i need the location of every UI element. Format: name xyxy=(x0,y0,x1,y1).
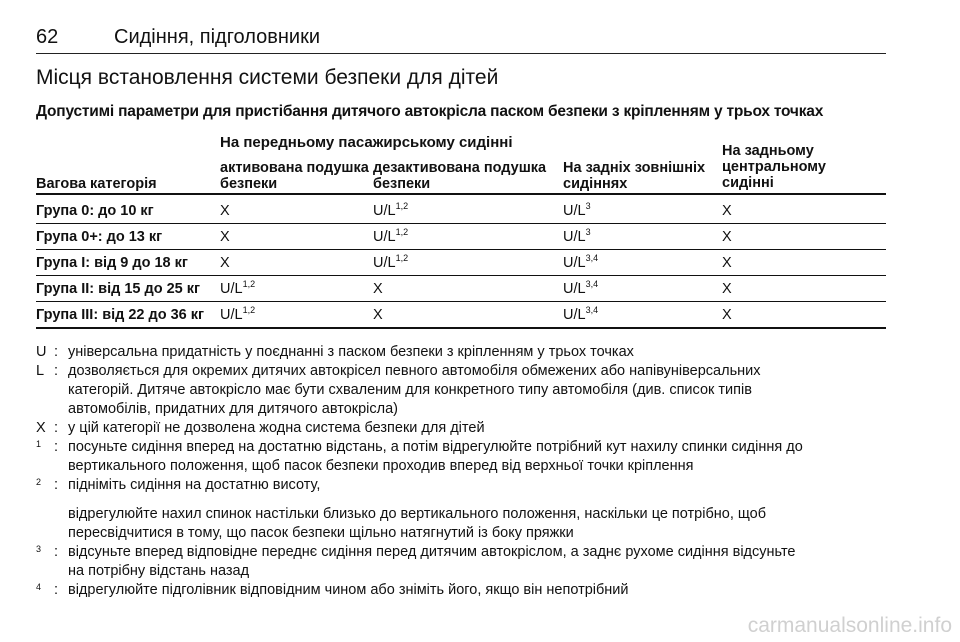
note-text: категорій. Дитяче автокрісло має бути схваленим для конкретного типу автомобіля (див. список типів xyxy=(68,382,752,398)
col-header-rear-center: На задньому центральному сидінні xyxy=(722,143,826,191)
cell-rear-outer-footnote: 3,4 xyxy=(585,253,599,263)
col-header-airbag-on: активована подушка безпеки xyxy=(220,160,369,192)
cell-weight-group xyxy=(36,281,200,297)
note-colon: : xyxy=(54,582,59,598)
cell-airbag-off-footnote: 1,2 xyxy=(395,227,409,237)
cell-airbag-on xyxy=(220,281,255,297)
note-colon: : xyxy=(54,420,59,436)
front-seat-group-header: На передньому пасажирському сидінні xyxy=(220,134,513,151)
page-header xyxy=(36,26,886,54)
note-key: U xyxy=(36,344,47,360)
legend-notes xyxy=(36,343,886,600)
cell-airbag-on-footnote: 1,2 xyxy=(242,305,256,315)
note-text: дозволяється для окремих дитячих автокрісел певного автомобіля обмежених або напівуніверсальних xyxy=(68,363,761,379)
cell-airbag-on-value: X xyxy=(220,203,230,219)
cell-weight-group xyxy=(36,255,188,271)
note-key: 2 xyxy=(36,477,42,487)
note-x xyxy=(36,419,886,438)
note-text: відрегулюйте нахил спинок настільки близько до вертикального положення, наскільки це потрібно, щоб xyxy=(68,506,767,522)
cell-airbag-off xyxy=(373,255,408,271)
cell-airbag-on xyxy=(220,255,230,271)
cell-rear-center-value: X xyxy=(722,307,732,323)
cell-weight-group-value: Група II: від 15 до 25 кг xyxy=(36,281,201,297)
cell-weight-group-value: Група 0: до 10 кг xyxy=(36,203,154,219)
note-colon: : xyxy=(54,344,59,360)
cell-airbag-off-value: X xyxy=(373,307,383,323)
cell-airbag-off-value: U/L xyxy=(373,255,396,271)
cell-rear-center xyxy=(722,255,732,271)
note-u xyxy=(36,343,886,362)
col-header-rear-outer: На задніх зовнішніх сидіннях xyxy=(563,160,706,192)
cell-rear-outer xyxy=(563,229,591,245)
cell-airbag-off-footnote: 1,2 xyxy=(395,253,409,263)
col-header-weight: Вагова категорія xyxy=(36,176,157,192)
cell-weight-group-value: Група 0+: до 13 кг xyxy=(36,229,163,245)
cell-rear-outer xyxy=(563,255,598,271)
note-text: підніміть сидіння на достатню висоту, xyxy=(68,477,321,493)
cell-airbag-off xyxy=(373,203,408,219)
note-colon: : xyxy=(54,363,59,379)
cell-airbag-on xyxy=(220,203,230,219)
note-colon: : xyxy=(54,544,59,560)
row-divider xyxy=(36,301,886,302)
note-key: 1 xyxy=(36,439,42,449)
cell-airbag-off xyxy=(373,229,408,245)
note-key: 4 xyxy=(36,582,42,592)
note-l xyxy=(36,362,886,419)
cell-rear-center xyxy=(722,281,732,297)
page-number: 62 xyxy=(36,26,59,48)
note-text: автомобілів, придатних для дитячого автокрісла) xyxy=(68,401,399,417)
note-text: універсальна придатність у поєднанні з паском безпеки з кріпленням у трьох точках xyxy=(68,344,634,360)
cell-rear-center-value: X xyxy=(722,229,732,245)
cell-airbag-on-value: U/L xyxy=(220,307,243,323)
section-title: Місця встановлення системи безпеки для дітей xyxy=(36,66,499,89)
cell-rear-outer xyxy=(563,307,598,323)
note-text: у цій категорії не дозволена жодна система безпеки для дітей xyxy=(68,420,485,436)
cell-airbag-on xyxy=(220,307,255,323)
cell-rear-outer-footnote: 3 xyxy=(585,201,591,211)
cell-weight-group xyxy=(36,203,154,219)
cell-airbag-off-value: U/L xyxy=(373,229,396,245)
cell-rear-outer xyxy=(563,281,598,297)
note-4 xyxy=(36,581,886,600)
note-text: на потрібну відстань назад xyxy=(68,563,250,579)
note-key: X xyxy=(36,420,46,436)
note-colon: : xyxy=(54,439,59,455)
cell-airbag-on-value: U/L xyxy=(220,281,243,297)
row-divider xyxy=(36,223,886,224)
note-text: вертикального положення, щоб пасок безпеки проходив вперед від верхньої точки кріплення xyxy=(68,458,694,474)
cell-weight-group-value: Група III: від 22 до 36 кг xyxy=(36,307,205,323)
cell-rear-outer-value: U/L xyxy=(563,307,586,323)
cell-weight-group xyxy=(36,229,162,245)
cell-weight-group-value: Група I: від 9 до 18 кг xyxy=(36,255,188,271)
cell-rear-outer-footnote: 3,4 xyxy=(585,279,599,289)
note-2 xyxy=(36,476,886,543)
cell-airbag-on xyxy=(220,229,230,245)
cell-airbag-on-value: X xyxy=(220,229,230,245)
cell-rear-outer-value: U/L xyxy=(563,255,586,271)
cell-airbag-off xyxy=(373,307,383,323)
note-key: L xyxy=(36,363,45,379)
cell-rear-center-value: X xyxy=(722,203,732,219)
note-text: пересвідчитися в тому, що пасок безпеки щільно натягнутий із боку пряжки xyxy=(68,525,574,541)
note-3 xyxy=(36,543,886,581)
cell-airbag-off-footnote: 1,2 xyxy=(395,201,409,211)
watermark: carmanualsonline.info xyxy=(747,614,952,637)
note-key: 3 xyxy=(36,544,42,554)
cell-rear-center-value: X xyxy=(722,255,732,271)
note-1 xyxy=(36,438,886,476)
cell-airbag-on-footnote: 1,2 xyxy=(242,279,256,289)
row-divider xyxy=(36,249,886,250)
note-text: посуньте сидіння вперед на достатню відстань, а потім відрегулюйте потрібний кут нахилу спинки сидіння до xyxy=(68,439,803,455)
cell-airbag-off-value: X xyxy=(373,281,383,297)
cell-rear-outer-value: U/L xyxy=(563,203,586,219)
cell-rear-outer-value: U/L xyxy=(563,281,586,297)
cell-airbag-off-value: U/L xyxy=(373,203,396,219)
col-header-airbag-off: дезактивована подушка безпеки xyxy=(373,160,547,192)
cell-rear-outer-value: U/L xyxy=(563,229,586,245)
cell-airbag-off xyxy=(373,281,383,297)
cell-rear-outer-footnote: 3 xyxy=(585,227,591,237)
cell-rear-center xyxy=(722,307,732,323)
cell-rear-outer-footnote: 3,4 xyxy=(585,305,599,315)
note-text: відсуньте вперед відповідне переднє сидіння перед дитячим автокріслом, а заднє рухоме сидіння відсуньте xyxy=(68,544,796,560)
table-subtitle: Допустимі параметри для пристібання дитячого автокрісла паском безпеки з кріпленням у трьох точках xyxy=(36,103,824,120)
cell-rear-outer xyxy=(563,203,591,219)
chapter-title: Сидіння, підголовники xyxy=(114,26,321,48)
cell-airbag-on-value: X xyxy=(220,255,230,271)
note-text: відрегулюйте підголівник відповідним чином або зніміть його, якщо він непотрібний xyxy=(68,582,629,598)
header-rule xyxy=(36,193,886,195)
cell-rear-center xyxy=(722,229,732,245)
note-colon: : xyxy=(54,477,59,493)
row-divider xyxy=(36,275,886,276)
cell-rear-center-value: X xyxy=(722,281,732,297)
cell-weight-group xyxy=(36,307,204,323)
cell-rear-center xyxy=(722,203,732,219)
table-bottom-rule xyxy=(36,327,886,329)
